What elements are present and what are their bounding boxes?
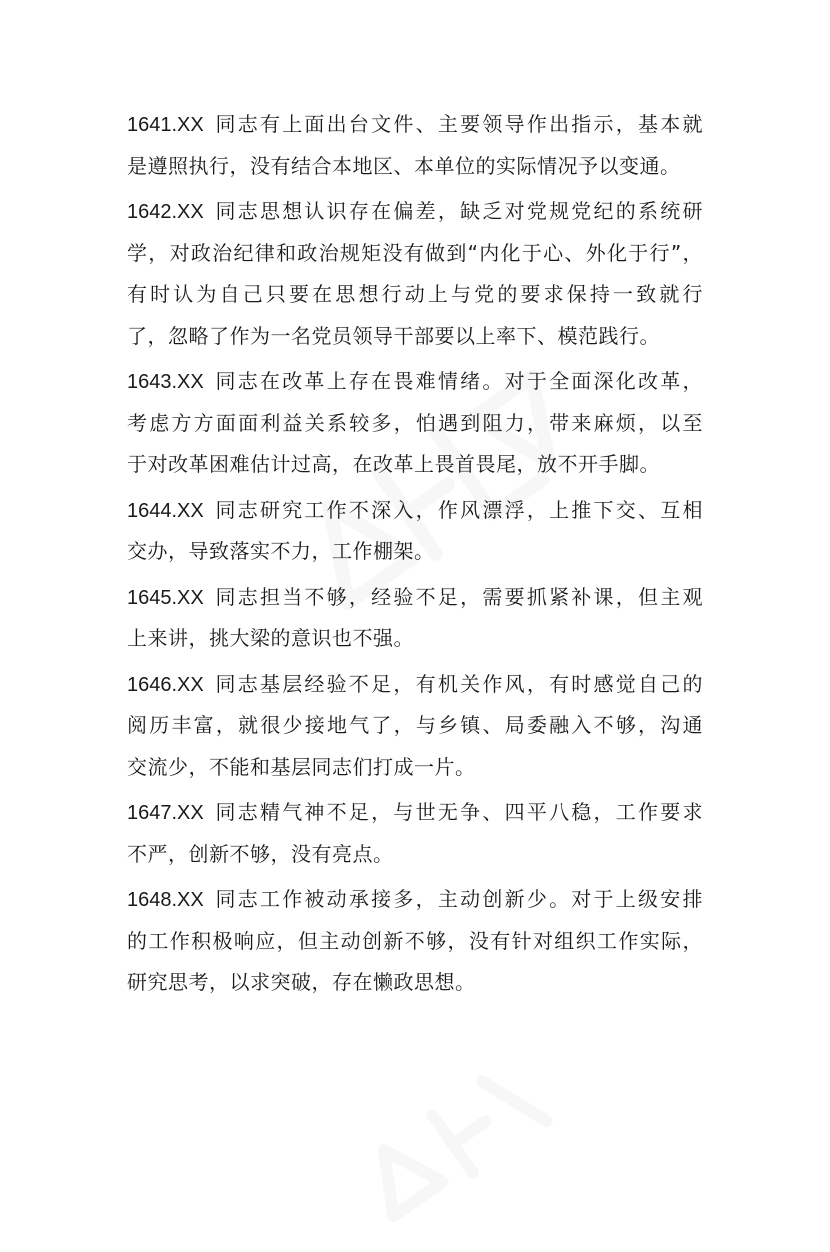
item-number: 1642.XX bbox=[127, 201, 204, 223]
list-item bbox=[127, 879, 703, 1004]
text-line bbox=[127, 879, 703, 921]
list-item bbox=[127, 104, 703, 187]
list-item bbox=[127, 792, 703, 875]
item-number: 1648.XX bbox=[127, 889, 204, 911]
item-text: 同志工作被动承接多，主动创新少。对于上级安排 bbox=[213, 887, 703, 911]
text-line: 交流少，不能和基层同志们打成一片。 bbox=[127, 754, 476, 779]
list-item bbox=[127, 664, 703, 789]
item-text: 同志有上面出台文件、主要领导作出指示，基本就 bbox=[213, 112, 703, 136]
item-text: 同志基层经验不足，有机关作风，有时感觉自己的 bbox=[213, 671, 703, 696]
text-line: 不严，创新不够，没有亮点。 bbox=[127, 841, 394, 866]
text-line bbox=[127, 664, 703, 706]
text-line bbox=[127, 191, 703, 233]
list-item bbox=[127, 361, 703, 486]
list-item bbox=[127, 191, 703, 357]
item-number: 1641.XX bbox=[127, 114, 204, 136]
list-item bbox=[127, 490, 703, 573]
text-line bbox=[127, 577, 703, 619]
text-line: 阅历丰富，就很少接地气了，与乡镇、局委融入不够，沟通 bbox=[127, 713, 703, 737]
item-number: 1643.XX bbox=[127, 371, 204, 393]
text-line bbox=[127, 104, 703, 146]
text-line: 了，忽略了作为一名党员领导干部要以上率下、模范践行。 bbox=[127, 323, 660, 348]
item-number: 1647.XX bbox=[127, 802, 204, 824]
list-item bbox=[127, 577, 703, 660]
text-line: 的工作积极响应，但主动创新不够，没有针对组织工作实际， bbox=[127, 928, 703, 953]
item-number: 1645.XX bbox=[127, 586, 204, 609]
watermark-logo-icon bbox=[325, 1028, 574, 1252]
text-line: 学，对政治纪律和政治规矩没有做到“内化于心、外化于行”， bbox=[127, 240, 703, 265]
text-line bbox=[127, 792, 703, 834]
item-text: 同志在改革上存在畏难情绪。对于全面深化改革， bbox=[213, 369, 703, 393]
text-line: 是遵照执行，没有结合本地区、本单位的实际情况予以变通。 bbox=[127, 153, 681, 178]
item-number: 1646.XX bbox=[127, 673, 204, 696]
item-text: 同志精气神不足，与世无争、四平八稳，工作要求 bbox=[213, 800, 703, 824]
text-line: 于对改革困难估计过高，在改革上畏首畏尾，放不开手脚。 bbox=[127, 452, 660, 476]
item-text: 同志思想认识存在偏差，缺乏对党规党纪的系统研 bbox=[213, 199, 703, 223]
text-line bbox=[127, 490, 703, 532]
text-line: 考虑方方面面利益关系较多，怕遇到阻力，带来麻烦，以至 bbox=[127, 410, 703, 435]
document-body bbox=[127, 104, 703, 1008]
text-line bbox=[127, 361, 703, 403]
text-line: 上来讲，挑大梁的意识也不强。 bbox=[127, 626, 414, 650]
text-line: 有时认为自己只要在思想行动上与党的要求保持一致就行 bbox=[127, 282, 703, 306]
text-line: 交办，导致落实不力，工作棚架。 bbox=[127, 539, 435, 563]
item-text: 同志担当不够，经验不足，需要抓紧补课，但主观 bbox=[213, 584, 703, 609]
item-text: 同志研究工作不深入，作风漂浮，上推下交、互相 bbox=[213, 497, 703, 522]
item-number: 1644.XX bbox=[127, 499, 204, 522]
text-line: 研究思考，以求突破，存在懒政思想。 bbox=[127, 970, 476, 994]
